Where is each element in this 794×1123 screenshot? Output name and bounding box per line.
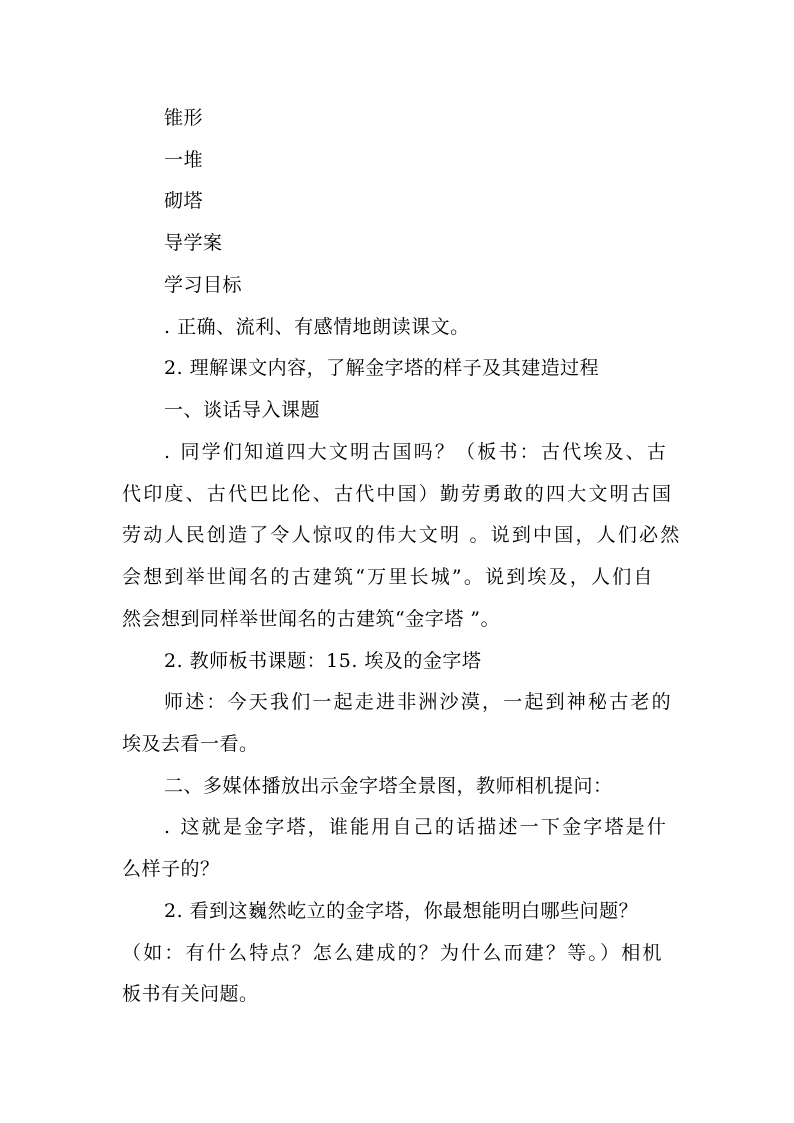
- text-line-6: . 正确、流利、有感情地朗读课文。: [164, 316, 470, 338]
- text-line-14: 2. 教师板书课题：15. 埃及的金字塔: [164, 650, 482, 672]
- section-heading-1: 一、谈话导入课题: [164, 399, 321, 421]
- text-line-10: 代印度、古代巴比伦、古代中国）勤劳勇敢的四大文明古国: [122, 483, 674, 505]
- text-line-2: 一堆: [164, 149, 204, 171]
- text-line-20: 2. 看到这巍然屹立的金字塔，你最想能明白哪些问题？: [164, 900, 639, 922]
- text-line-15: 师述：今天我们一起走进非洲沙漠，一起到神秘古老的: [164, 691, 673, 713]
- text-line-22: 板书有关问题。: [122, 983, 259, 1005]
- text-line-3: 砌塔: [164, 190, 204, 212]
- text-line-12: 会想到举世闻名的古建筑“万里长城”。说到埃及，人们自: [122, 566, 655, 588]
- text-line-13: 然会想到同样举世闻名的古建筑“金字塔 ”。: [122, 608, 500, 630]
- text-line-18: . 这就是金字塔，谁能用自己的话描述一下金字塔是什: [164, 816, 669, 838]
- text-line-7: 2. 理解课文内容，了解金字塔的样子及其建造过程: [164, 357, 600, 379]
- text-line-1: 锥形: [164, 107, 204, 129]
- text-line-5: 学习目标: [164, 274, 243, 296]
- text-line-11: 劳动人民创造了令人惊叹的伟大文明 。说到中国，人们必然: [122, 524, 682, 546]
- text-line-19: 么样子的？: [122, 858, 220, 880]
- text-line-16: 埃及去看一看。: [122, 733, 259, 755]
- section-heading-2: 二、多媒体播放出示金字塔全景图，教师相机提问：: [164, 775, 613, 797]
- text-line-9: . 同学们知道四大文明古国吗？（板书：古代埃及、古: [164, 441, 669, 463]
- text-line-21: （如：有什么特点？怎么建成的？为什么而建？等。）相机: [122, 942, 664, 964]
- text-line-4: 导学案: [164, 232, 223, 254]
